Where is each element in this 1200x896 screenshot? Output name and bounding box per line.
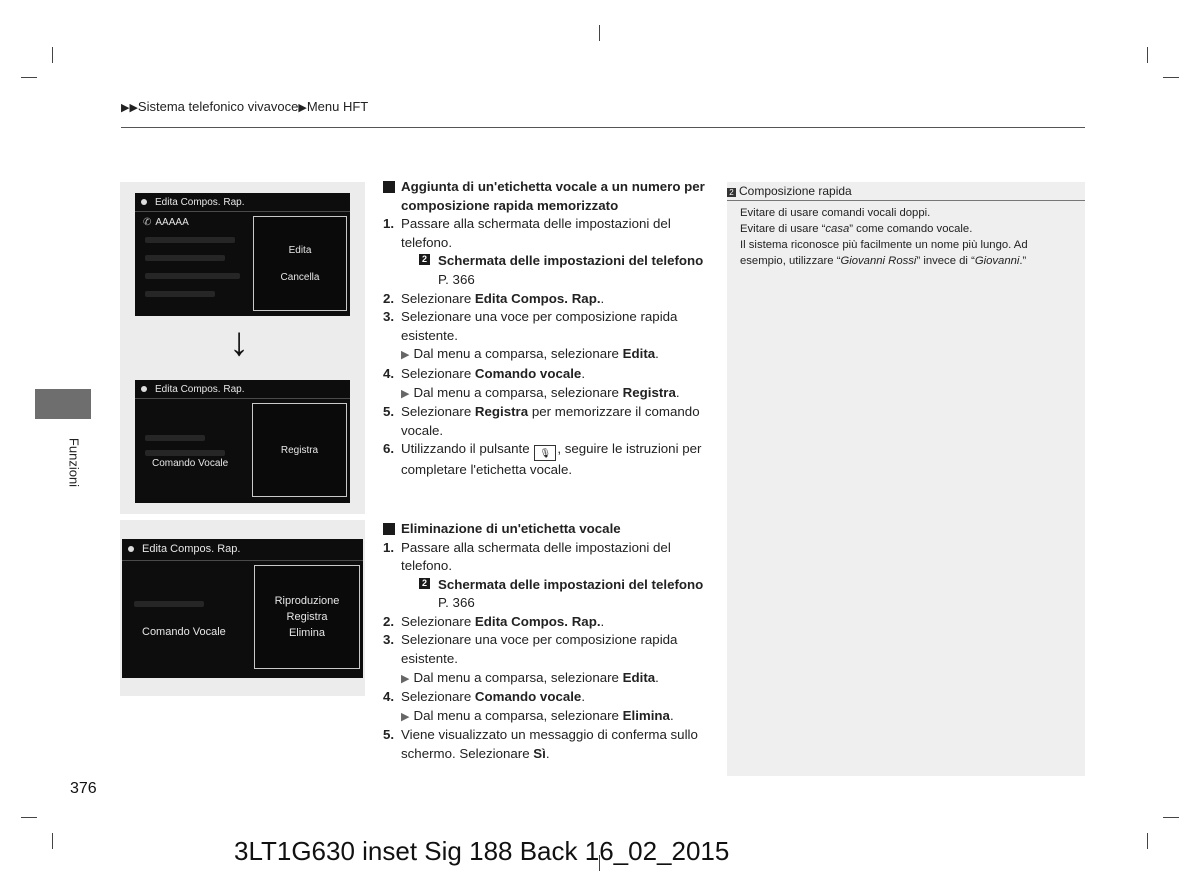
cross-reference[interactable]: 2 Schermata delle impostazioni del telefono P. 366: [383, 252, 713, 289]
sub-step: ▶ Dal menu a comparsa, selezionare Edita.: [401, 669, 659, 685]
step: 4. Selezionare Comando vocale.: [383, 365, 586, 381]
bullet-icon: [128, 546, 134, 552]
chapter-tab-label: Funzioni: [66, 437, 82, 488]
header-rule: [121, 127, 1085, 128]
list-row: [145, 255, 225, 261]
divider: [135, 398, 350, 399]
crop-mark: [599, 25, 600, 41]
triangle-icon: ▶: [401, 349, 410, 362]
square-bullet-icon: [383, 523, 395, 535]
step: 6. Utilizzando il pulsante 🎙 , seguire le istruzioni per completare l'etichetta vocale.: [383, 441, 702, 478]
popup-item-record[interactable]: Registra: [286, 611, 328, 623]
popup-item-edit[interactable]: Edita: [288, 244, 312, 256]
popup-item-record[interactable]: Registra: [280, 444, 319, 456]
crop-mark: [1147, 47, 1148, 63]
divider: [122, 560, 363, 561]
arrow-icon: ▶: [298, 102, 307, 114]
step: 3. Selezionare una voce per composizione rapida esistente.: [383, 309, 678, 343]
list-row: [145, 291, 215, 297]
triangle-icon: ▶: [401, 672, 410, 685]
crop-mark: [21, 77, 37, 78]
list-row: [145, 435, 205, 441]
step: 2. Selezionare Edita Compos. Rap..: [383, 290, 605, 306]
cross-reference[interactable]: 2 Schermata delle impostazioni del telefono P. 366: [383, 576, 713, 613]
popup-menu: [253, 216, 347, 311]
page-number: 376: [70, 780, 97, 797]
chapter-tab: [35, 389, 91, 419]
section-title-add: Aggiunta di un'etichetta vocale a un numero per composizione rapida memorizzato: [383, 178, 713, 215]
list-row: [145, 237, 235, 243]
bullet-icon: [141, 386, 147, 392]
note-box: [727, 182, 1085, 776]
screen-voice-command-options: [122, 539, 363, 678]
step: 1. Passare alla schermata delle impostazioni del telefono.: [383, 216, 671, 250]
talk-button-icon: 🎙: [534, 445, 556, 461]
section-title-delete: Eliminazione di un'etichetta vocale: [383, 520, 713, 539]
reference-icon: 2: [727, 188, 736, 197]
arrow-down-icon: ↓: [229, 320, 249, 364]
screen-title: Edita Compos. Rap.: [141, 384, 245, 395]
menu-voice-command[interactable]: Comando Vocale: [152, 458, 229, 469]
sub-step: ▶ Dal menu a comparsa, selezionare Registra.: [401, 384, 680, 400]
note-line: Il sistema riconosce più facilmente un nome più lungo. Ad esempio, utilizzare “Giovanni Rossi” invece di “Giovanni.”: [740, 239, 1028, 267]
list-row: [145, 273, 240, 279]
triangle-icon: ▶: [401, 387, 410, 400]
popup-menu: [254, 565, 360, 669]
screenshot-panel-add: [120, 182, 365, 514]
popup-menu: [252, 403, 347, 497]
print-slug: 3LT1G630 inset Sig 188 Back 16_02_2015: [234, 836, 730, 866]
popup-item-delete[interactable]: Elimina: [288, 627, 326, 639]
screen-edit-speed-dial: [135, 193, 350, 316]
list-row: [145, 450, 225, 456]
phone-icon: ✆: [143, 217, 152, 228]
sub-step: ▶ Dal menu a comparsa, selezionare Edita.: [401, 346, 659, 362]
reference-icon: 2: [419, 578, 430, 589]
crop-mark: [52, 833, 53, 849]
divider: [135, 211, 350, 212]
popup-item-cancel[interactable]: Cancella: [280, 271, 320, 283]
popup-item-playback[interactable]: Riproduzione: [274, 595, 340, 607]
breadcrumb: [121, 99, 368, 114]
note-title: 2 Composizione rapida: [727, 182, 1085, 201]
double-arrow-icon: ▶▶: [121, 102, 138, 114]
sub-step: ▶ Dal menu a comparsa, selezionare Elimina.: [401, 707, 674, 723]
list-row: [134, 601, 204, 607]
screen-title: Edita Compos. Rap.: [128, 543, 240, 555]
note-body: [740, 205, 1075, 269]
menu-voice-command[interactable]: Comando Vocale: [142, 626, 226, 638]
screen-voice-command: [135, 380, 350, 503]
crop-mark: [1163, 77, 1179, 78]
step: 5. Viene visualizzato un messaggio di conferma sullo schermo. Selezionare Sì.: [383, 727, 698, 762]
bullet-icon: [141, 199, 147, 205]
crop-mark: [21, 817, 37, 818]
screenshot-panel-delete: [120, 520, 365, 696]
step: 3. Selezionare una voce per composizione rapida esistente.: [383, 632, 678, 667]
speed-dial-entry: ✆ AAAAA: [143, 217, 189, 228]
crop-mark: [1147, 833, 1148, 849]
crop-mark: [52, 47, 53, 63]
breadcrumb-level1: Sistema telefonico vivavoce: [137, 99, 299, 114]
screen-title: Edita Compos. Rap.: [141, 197, 245, 208]
step: 1. Passare alla schermata delle impostazioni del telefono.: [383, 539, 671, 574]
breadcrumb-level2: Menu HFT: [306, 99, 369, 114]
crop-mark: [1163, 817, 1179, 818]
square-bullet-icon: [383, 181, 395, 193]
reference-icon: 2: [419, 254, 430, 265]
triangle-icon: ▶: [401, 710, 410, 723]
note-line: Evitare di usare comandi vocali doppi.: [740, 207, 931, 219]
step: 2. Selezionare Edita Compos. Rap..: [383, 613, 605, 629]
step: 5. Selezionare Registra per memorizzare il comando vocale.: [383, 404, 700, 438]
step: 4. Selezionare Comando vocale.: [383, 689, 586, 705]
instructions-column: [383, 178, 713, 764]
note-line: Evitare di usare “casa” come comando vocale.: [740, 223, 973, 235]
